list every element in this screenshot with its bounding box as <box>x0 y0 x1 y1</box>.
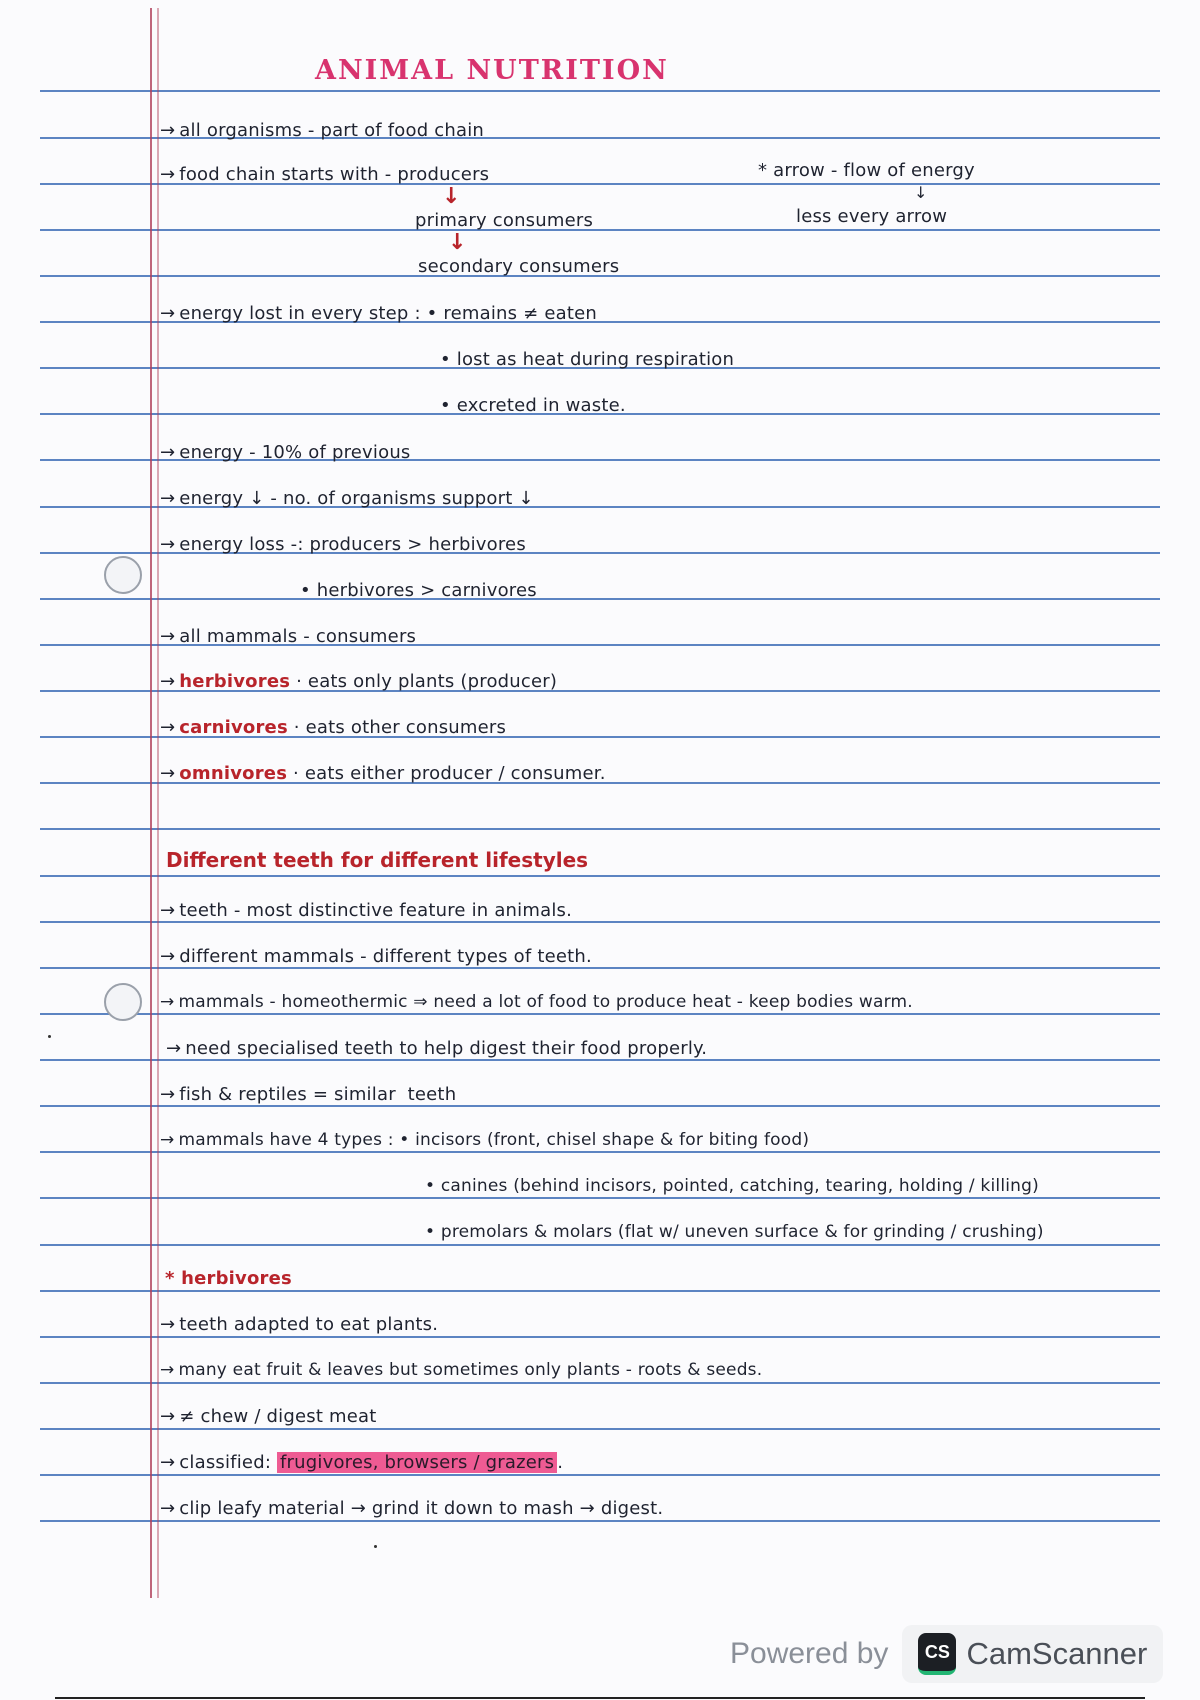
ruled-line <box>40 1428 1160 1430</box>
ruled-line <box>40 229 1160 231</box>
note-text: energy - 10% of previous <box>179 442 411 463</box>
note-line <box>160 900 572 921</box>
note-text: all mammals - consumers <box>179 626 417 647</box>
arrow-icon: → <box>160 763 176 784</box>
arrow-icon: → <box>166 1038 182 1059</box>
ruled-line <box>40 1336 1160 1338</box>
arrow-icon: → <box>160 442 176 463</box>
note-text: energy loss -: producers > herbivores <box>179 534 526 555</box>
note-line <box>425 1222 1044 1242</box>
note-text: classified: <box>179 1452 272 1473</box>
note-text: excreted in waste. <box>456 395 626 416</box>
arrow-icon: → <box>160 992 175 1012</box>
camscanner-logo-icon: CS <box>918 1633 956 1675</box>
arrow-icon: → <box>160 164 176 185</box>
highlighted-text: frugivores, browsers / grazers <box>277 1452 557 1473</box>
note-line <box>160 1314 438 1335</box>
note-text: all organisms - part of food chain <box>179 120 485 141</box>
term-herbivores: herbivores <box>179 671 291 692</box>
note-line <box>160 488 534 509</box>
margin-line <box>150 8 152 1598</box>
powered-by-text: Powered by <box>730 1637 889 1670</box>
definition-text: eats only plants (producer) <box>307 671 558 692</box>
down-arrow-icon: ↓ <box>914 183 928 202</box>
arrow-icon: → <box>160 488 176 509</box>
note-line <box>160 442 411 463</box>
page-title: ANIMAL NUTRITION <box>315 55 669 86</box>
ruled-line <box>40 1013 1160 1015</box>
definition-line: → omnivores · eats either producer / consumer. <box>160 763 606 784</box>
asterisk-icon: * <box>165 1268 182 1289</box>
arrow-icon: → <box>160 1452 176 1473</box>
ruled-line <box>40 921 1160 923</box>
note-line: secondary consumers <box>418 256 620 277</box>
arrow-icon: → <box>160 626 176 647</box>
arrow-icon: → <box>160 1314 176 1335</box>
note-line <box>160 1084 456 1105</box>
note-line <box>160 1130 809 1150</box>
ruled-line <box>40 1520 1160 1522</box>
ruled-line <box>40 1474 1160 1476</box>
note-text: fish & reptiles = similar teeth <box>179 1084 457 1105</box>
note-line <box>160 1498 663 1519</box>
definition-text: eats either producer / consumer. <box>304 763 606 784</box>
ruled-line <box>40 1197 1160 1199</box>
arrow-icon: → <box>160 303 176 324</box>
arrow-icon: → <box>160 534 176 555</box>
note-text: herbivores > carnivores <box>316 580 537 601</box>
ruled-line <box>40 828 1160 830</box>
note-text: mammals have 4 types : • incisors (front, chisel shape & for biting food) <box>178 1130 810 1150</box>
arrow-icon: → <box>160 120 176 141</box>
note-text: different mammals - different types of teeth. <box>179 946 592 967</box>
ruled-line <box>40 598 1160 600</box>
side-note <box>758 160 975 181</box>
bullet-icon: • <box>440 395 457 416</box>
ruled-line <box>40 1105 1160 1107</box>
ruled-line <box>40 1382 1160 1384</box>
section-title: Different teeth for different lifestyles <box>166 848 589 872</box>
note-line <box>300 580 537 601</box>
note-text: need specialised teeth to help digest their food properly. <box>185 1038 708 1059</box>
note-line <box>440 349 734 370</box>
herbivores-heading <box>165 1268 292 1289</box>
ruled-line <box>40 1244 1160 1246</box>
note-line <box>160 1360 762 1380</box>
ruled-line <box>40 1151 1160 1153</box>
arrow-icon: → <box>160 1130 175 1150</box>
punch-hole <box>104 556 142 594</box>
speck <box>48 1035 51 1038</box>
note-line <box>160 946 592 967</box>
arrow-icon: → <box>160 900 176 921</box>
arrow-icon: → <box>160 717 176 738</box>
bullet-icon: • <box>300 580 317 601</box>
heading-text: herbivores <box>181 1268 292 1289</box>
arrow-icon: → <box>160 671 176 692</box>
ruled-line <box>40 90 1160 92</box>
speck <box>374 1545 377 1548</box>
ruled-line <box>40 875 1160 877</box>
note-text: many eat fruit & leaves but sometimes only plants - roots & seeds. <box>178 1360 763 1380</box>
note-text: teeth adapted to eat plants. <box>179 1314 439 1335</box>
note-line <box>160 1406 377 1427</box>
punch-hole <box>104 983 142 1021</box>
camscanner-brand-text: CamScanner <box>966 1636 1148 1671</box>
note-line <box>160 992 913 1012</box>
note-text: lost as heat during respiration <box>456 349 735 370</box>
arrow-icon: → <box>160 1360 175 1380</box>
note-text: energy ↓ - no. of organisms support ↓ <box>179 488 534 509</box>
term-omnivores: omnivores <box>179 763 288 784</box>
note-text: premolars & molars (flat w/ uneven surface & for grinding / crushing) <box>440 1222 1044 1242</box>
note-line <box>160 626 416 647</box>
note-line <box>160 303 597 324</box>
note-line <box>440 395 626 416</box>
note-text: canines (behind incisors, pointed, catching, tearing, holding / killing) <box>440 1176 1039 1196</box>
arrow-icon: → <box>160 946 176 967</box>
note-text: ≠ chew / digest meat <box>179 1406 377 1427</box>
bullet-icon: • <box>425 1222 441 1242</box>
note-text: energy lost in every step : • remains ≠ eaten <box>179 303 597 324</box>
note-line <box>425 1176 1039 1196</box>
note-text: food chain starts with - producers <box>179 164 490 185</box>
arrow-icon: → <box>160 1406 176 1427</box>
note-line: → classified: frugivores, browsers / grazers . <box>160 1452 564 1473</box>
definition-text: eats other consumers <box>305 717 507 738</box>
arrow-icon: → <box>160 1498 176 1519</box>
note-line <box>160 120 484 141</box>
note-text: teeth - most distinctive feature in animals. <box>179 900 573 921</box>
note-line <box>160 534 526 555</box>
camscanner-badge <box>902 1625 1163 1683</box>
ruled-line <box>40 967 1160 969</box>
camscanner-watermark <box>730 1622 1163 1686</box>
note-text: clip leafy material → grind it down to mash → digest. <box>179 1498 664 1519</box>
down-arrow-icon: ↓ <box>448 230 467 255</box>
note-line <box>166 1038 707 1059</box>
term-carnivores: carnivores <box>179 717 288 738</box>
side-note: less every arrow <box>796 206 948 227</box>
down-arrow-icon: ↓ <box>442 184 461 209</box>
note-text: arrow - flow of energy <box>773 160 975 181</box>
bullet-icon: • <box>440 349 457 370</box>
bullet-icon: • <box>425 1176 441 1196</box>
definition-line: → herbivores · eats only plants (producer) <box>160 671 558 692</box>
ruled-line <box>40 1290 1160 1292</box>
ruled-line <box>40 1059 1160 1061</box>
arrow-icon: → <box>160 1084 176 1105</box>
bottom-divider <box>55 1697 1145 1699</box>
asterisk-icon: * <box>758 160 774 181</box>
margin-line-inner <box>157 8 159 1598</box>
note-text: mammals - homeothermic ⇒ need a lot of food to produce heat - keep bodies warm. <box>178 992 913 1012</box>
note-line <box>160 164 489 185</box>
definition-line: → carnivores · eats other consumers <box>160 717 507 738</box>
note-line: primary consumers <box>415 210 594 231</box>
